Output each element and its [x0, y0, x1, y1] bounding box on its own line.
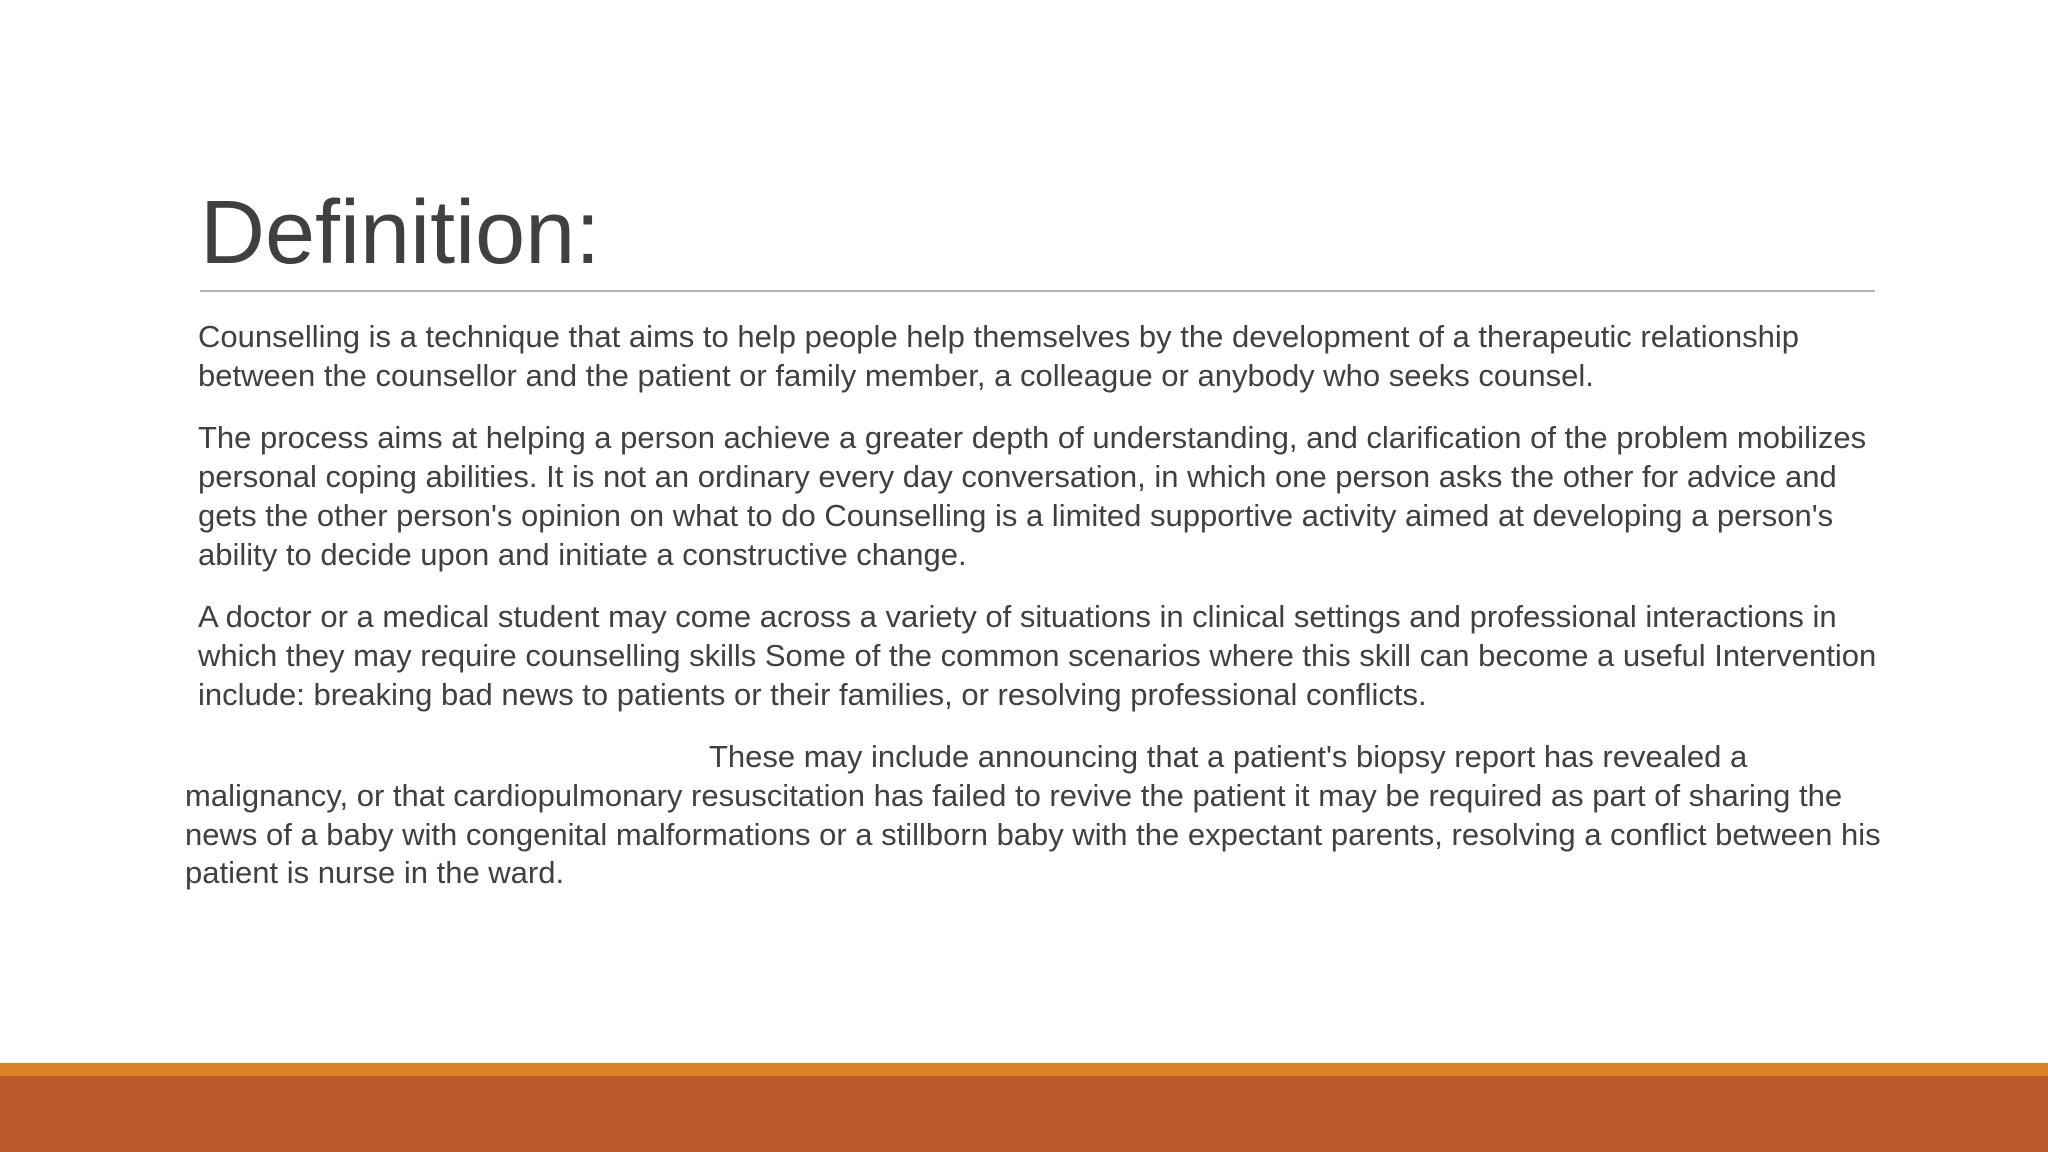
slide-title: Definition:: [200, 183, 601, 283]
footer-accent-stripe: [0, 1063, 2048, 1076]
paragraph-scenarios: A doctor or a medical student may come across a variety of situations in clinical settings and professional interactions in which they may require counselling skills Some of the common scenarios where this skill can become a useful Intervention include: breaking bad news to patients or their families, or resolving professional conflicts.: [198, 599, 1877, 712]
paragraph-definition: Counselling is a technique that aims to help people help themselves by the development of a therapeutic relationship between the counsellor and the patient or family member, a colleague or anybody who seeks counsel.: [198, 319, 1799, 393]
slide-body: [185, 318, 1888, 917]
paragraph-examples: These may include announcing that a patient's biopsy report has revealed a malignancy, or that cardiopulmonary resuscitation has failed to revive the patient it may be required as part of sharing the news of a baby with congenital malformations or a stillborn baby with the expectant parents, resolving a conflict between his patient is nurse in the ward.: [185, 739, 1881, 891]
footer-band: [0, 1076, 2048, 1152]
title-divider: [200, 290, 1875, 292]
paragraph-process: The process aims at helping a person achieve a greater depth of understanding, and clarification of the problem mobilizes personal coping abilities. It is not an ordinary every day conversation, in which one person asks the other for advice and gets the other person's opinion on what to do Counselling is a limited supportive activity aimed at developing a person's ability to decide upon and initiate a constructive change.: [198, 420, 1867, 572]
